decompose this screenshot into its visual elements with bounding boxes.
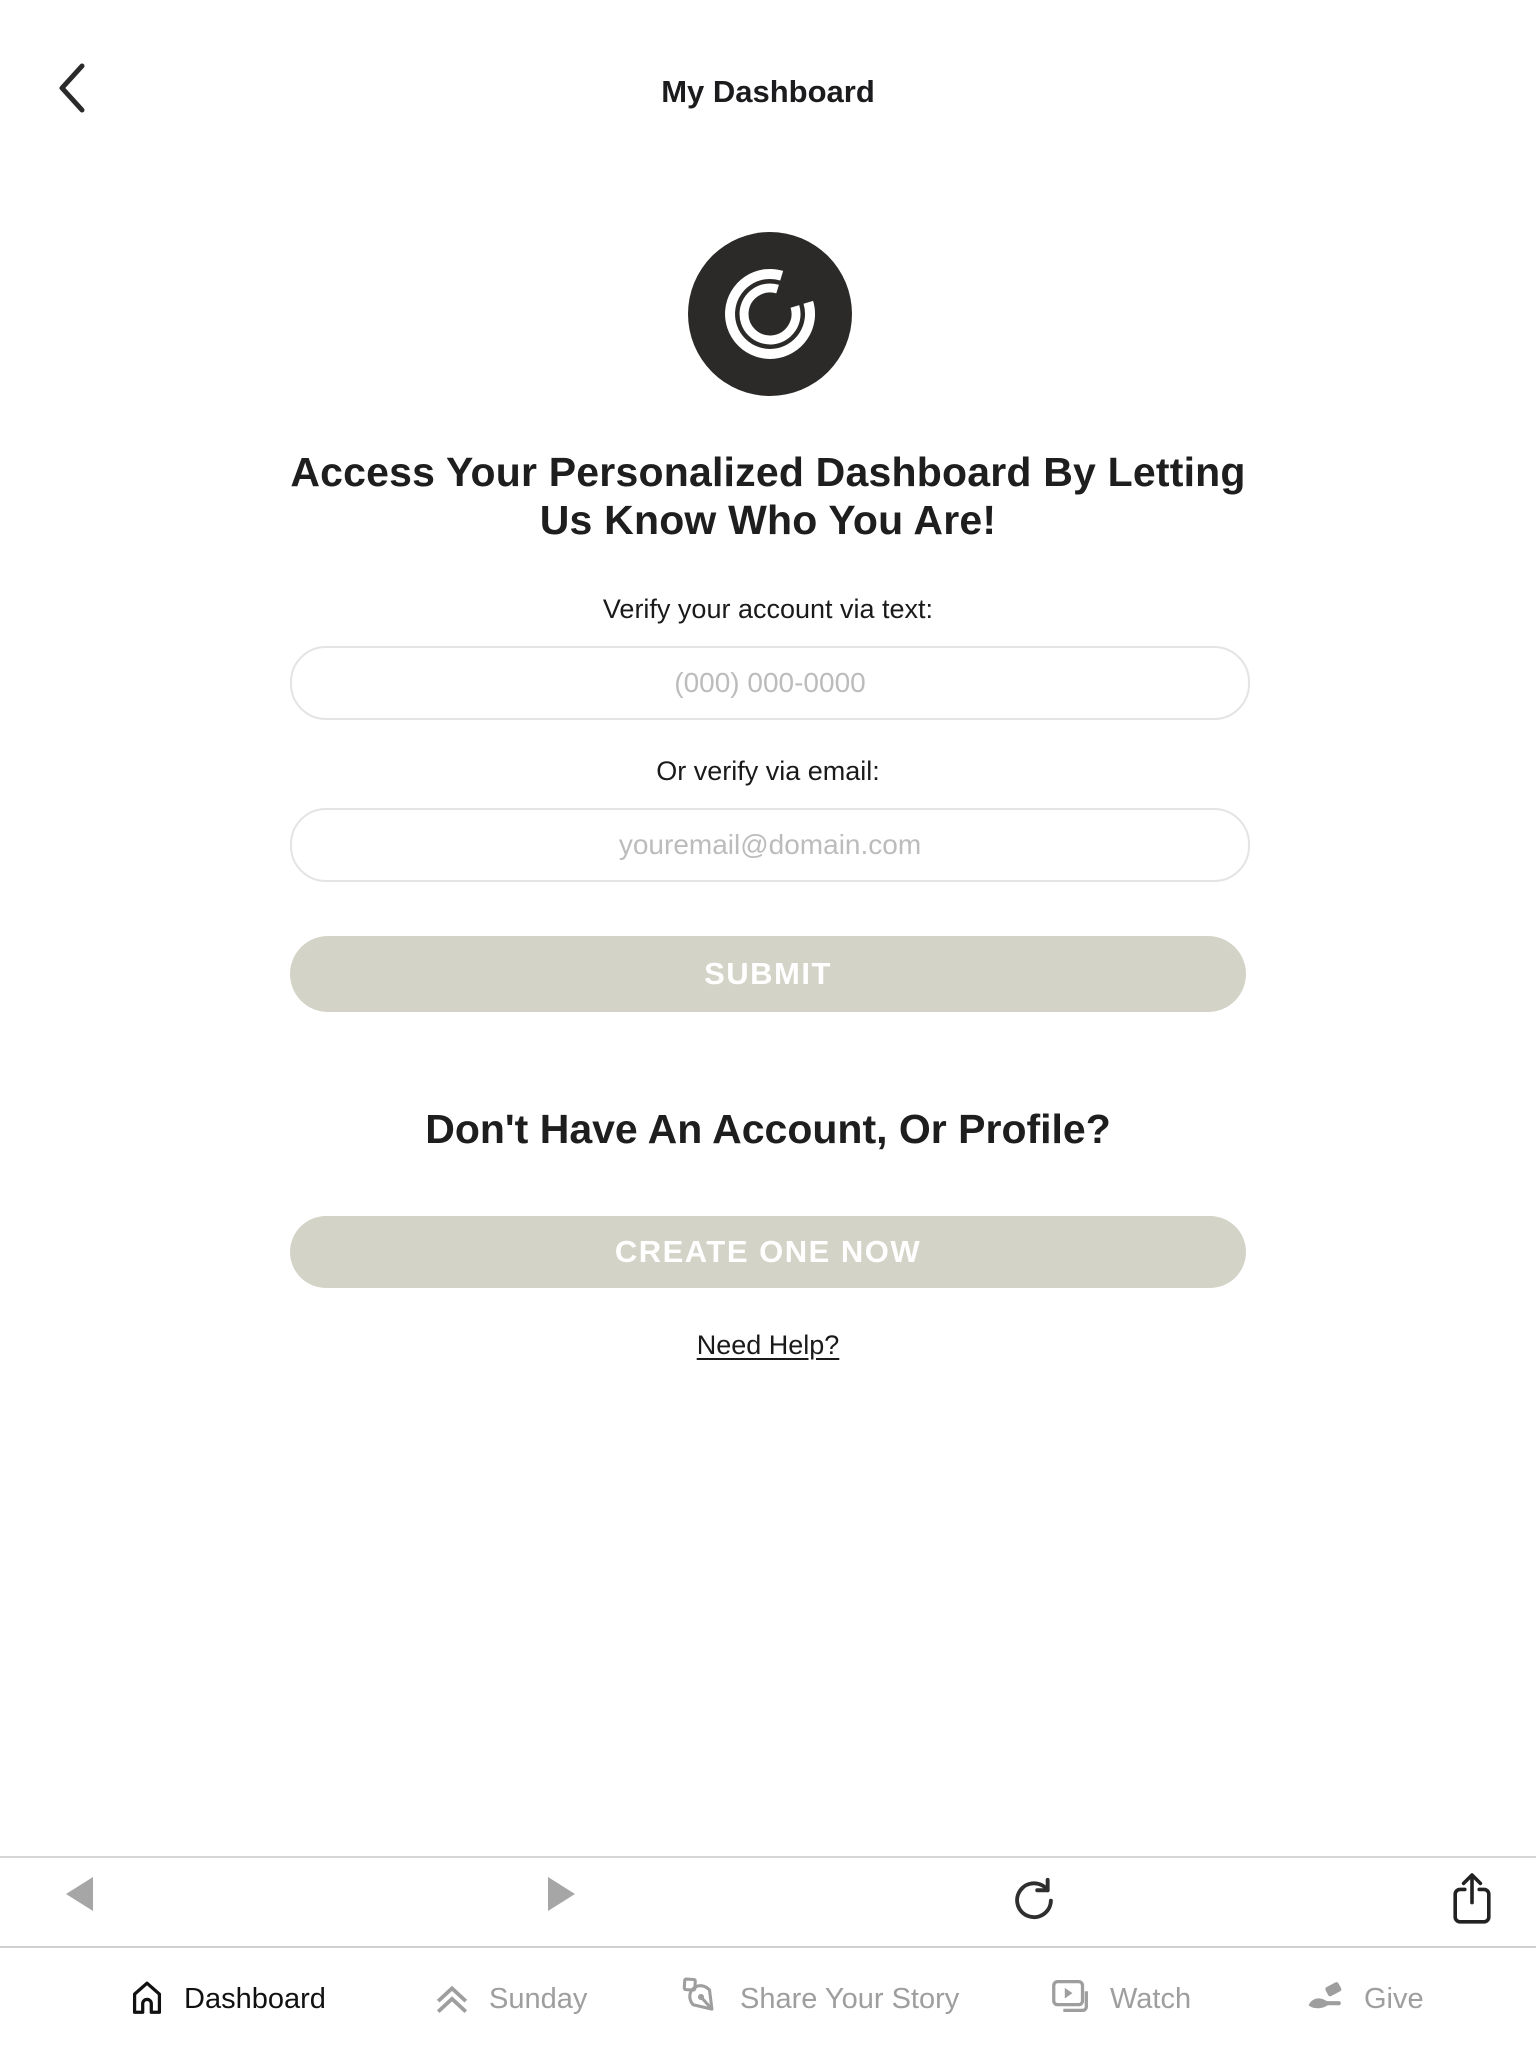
video-frames-icon [1048, 1974, 1094, 2025]
browser-forward-icon[interactable] [548, 1877, 575, 1911]
header [0, 0, 1536, 140]
browser-back-icon[interactable] [66, 1877, 93, 1911]
page-title: My Dashboard [661, 74, 875, 109]
need-help-link[interactable]: Need Help? [696, 1330, 840, 1360]
phone-input[interactable] [290, 646, 1250, 720]
double-chevron-up-icon [431, 1976, 473, 2023]
submit-button[interactable]: SUBMIT [290, 936, 1246, 1012]
tab-watch[interactable] [1048, 1948, 1191, 2048]
concentric-arcs-logo-icon [688, 383, 852, 400]
app-logo [688, 232, 852, 396]
help-row [0, 1330, 1536, 1361]
tab-sunday[interactable] [431, 1948, 587, 2048]
no-account-heading: Don't Have An Account, Or Profile? [425, 1106, 1111, 1152]
headline: Access Your Personalized Dashboard By Letting Us Know Who You Are! [290, 449, 1246, 544]
tab-label-give: Give [1364, 1982, 1424, 2015]
tab-label-watch: Watch [1110, 1982, 1192, 2015]
share-icon[interactable] [1448, 1870, 1496, 1933]
tab-dashboard[interactable] [126, 1948, 326, 2048]
tab-label-share-your-story: Share Your Story [740, 1982, 960, 2015]
create-account-button[interactable]: CREATE ONE NOW [290, 1216, 1246, 1288]
home-icon [126, 1976, 168, 2023]
pen-nib-icon [678, 1974, 724, 2025]
tab-label-sunday: Sunday [489, 1982, 588, 2015]
giving-hand-icon [1304, 1975, 1348, 2024]
email-field[interactable] [290, 808, 1250, 882]
tab-give[interactable] [1304, 1948, 1424, 2048]
refresh-icon[interactable] [1008, 1874, 1060, 1931]
phone-label: Verify your account via text: [602, 594, 934, 624]
tab-label-dashboard: Dashboard [184, 1982, 326, 2015]
browser-toolbar [0, 1856, 1536, 1948]
tab-bar [0, 1946, 1536, 2048]
email-label: Or verify via email: [656, 756, 880, 786]
tab-share-your-story[interactable] [678, 1948, 959, 2048]
